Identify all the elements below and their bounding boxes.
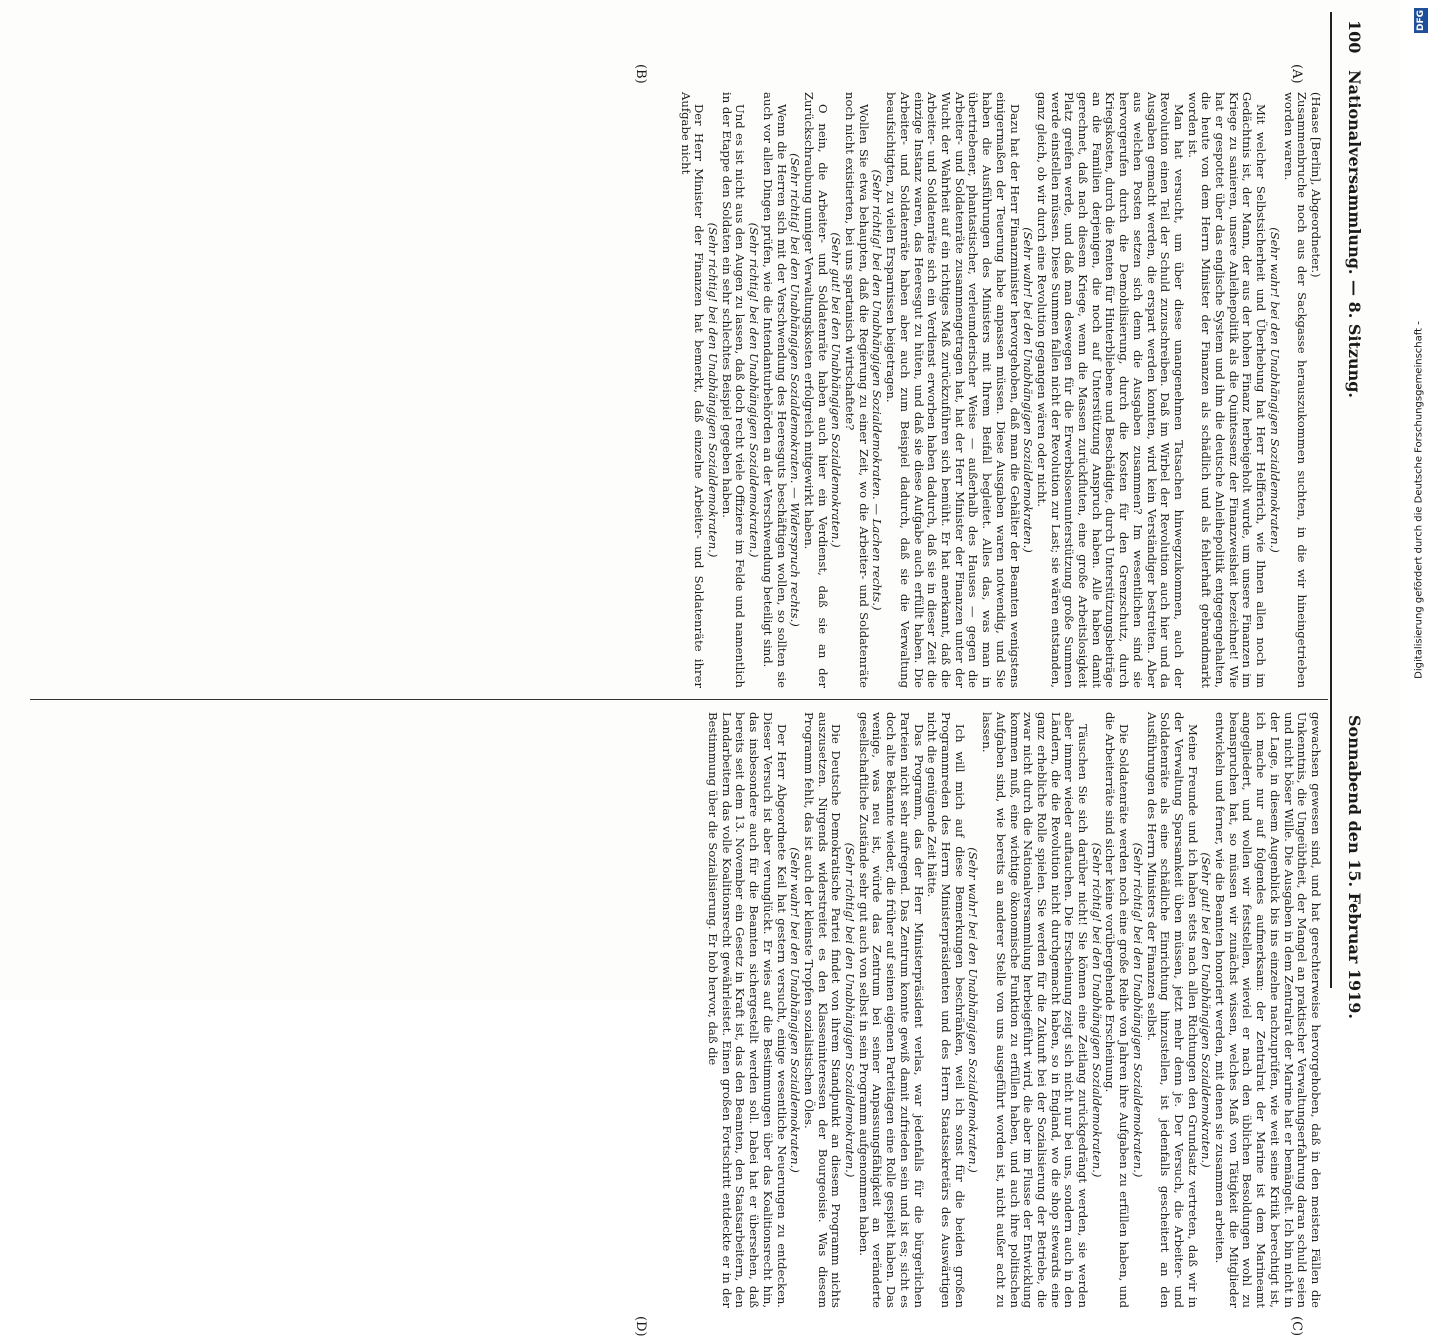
right-column [32,712,1322,1308]
interjection: (Sehr wahr! bei den Unabhängigen Sozialdemokraten.) [1267,227,1282,553]
interjection: (Sehr wahr! bei den Unabhängigen Sozialdemokraten.) [788,847,803,1173]
speaker-attribution: (Haase [Berlin], Abgeordneter.) [1309,92,1323,278]
header-rule [1330,12,1332,988]
digitization-credit [1408,14,1430,986]
margin-marker-b: (B) [633,64,648,84]
header-left-title: Nationalversammlung. — 8. Sitzung. [1345,70,1364,398]
dfg-logo-icon: DFG [1416,10,1426,32]
paragraph: Und es ist nicht aus den Augen zu lassen, daß doch recht viele Offiziere im Felde und namentlich in der Etappe den Soldaten ein sehr schlechtes Beispiel gegeben haben. [719,92,748,688]
interjection: (Sehr richtig! bei den Unabhängigen Sozialdemokraten.) [706,222,721,558]
paragraph: gewachsen gewesen sind, und hat gerechterweise hervorgehoben, daß in den meisten Fällen die Unkenntnis, die Ungeübtheit, der Mangel an praktischer Verwaltungserfahrung daran schuld seien und nicht böser Wille. Die Ausgaben in dem Zentralrat der Marine hat er bemängelt. Ich bin nicht in der Lage, in diesem Augenblick bis ins einzelne nachzuprüfen, wie weit seine Kritik berechtigt ist, ich mache nur auf folgendes aufmerksam: der Zentralrat der Marine ist dem Marineamt angegliedert, und wollen wir feststellen, wieviel er nach den üblichen Besoldungen wohl zu beanspruchen hat, so müssen wir zunächst wissen, welches Maß von Tätigkeit die Mitglieder entwickeln und ferner, wie die Beamten honoriert werden, mit denen sie zusammen arbeiten. [1213,712,1323,1308]
column-divider [30,699,1328,700]
paragraph: Man hat versucht, um über diese unangenehmen Tatsachen hinwegzukommen, auch der Revolution einen Teil der Schuld zuzuschreiben. Daß im Wirbel der Revolution auch hier und da Ausgaben gemacht werden, die erspart werden konnten, wird kein Verständiger bestreiten. Aber aus welchen Posten setzen sich denn die Ausgaben zusammen? Im wesentlichen sind sie hervorgerufen durch die Demobilisierung, durch die Kosten für den Grenzschutz, durch Kriegskosten, durch die Renten für Hinterbliebene und Beschädigte, durch Unterstützungsbeiträge an die Familien derjenigen, die noch auf Unterstützung Anspruch haben. Alle haben damit gerechnet, daß nach diesem Kriege, wenn die Massen zurückfluten, eine große Arbeitslosigkeit Platz greifen werde, und daß man deswegen für die Erwerbslosenunterstützung große Summen werde einstellen müssen. Diese Summen fallen nicht der Revolution zur Last; sie wären entstanden, ganz gleich, ob wir durch eine Revolution gegangen wären oder nicht. [1034,92,1186,688]
paragraph: Wollen Sie etwa behaupten, daß die Regierung zu einer Zeit, wo die Arbeiter- und Soldatenräte noch nicht existierten, bei uns spartanisch wirtschaftete? [843,92,871,688]
interjection: (Sehr wahr! bei den Unabhängigen Sozialdemokraten.) [1021,227,1036,553]
interjection: (Sehr gut! bei den Unabhängigen Sozialdemokraten.) [829,232,844,548]
header-right-title: Sonnabend den 15. Februar 1919. [1345,715,1364,1019]
paragraph: Das Programm, das der Herr Ministerpräsident verlas, war jedenfalls für die bürgerlichen Parteien nicht sehr aufregend. Das Zentrum konnte gewiß damit zufrieden sein und ist es; sicht es doch alte Bekannte wieder, die früher auf seinen eigenen Parteitagen eine Rolle gespielt haben. Das wenige, was neu ist, würde das Zentrum bei seiner Anpassungsfähigkeit an veränderte gesellschaftliche Zustände sehr gut auch von selbst in sein Programm aufgenommen haben. [856,712,926,1308]
paragraph: Der Herr Minister der Finanzen hat bemerkt, daß einzelne Arbeiter- und Soldatenräte ihrer Aufgabe nicht [678,92,707,688]
interjection: (Sehr richtig! bei den Unabhängigen Sozialdemokraten. — Widerspruch rechts.) [788,153,803,627]
paragraph: Täuschen Sie sich darüber nicht! Sie können eine Zeitlang zurückgedrängt werden, sie werden aber immer wieder auftauchen. Die Erscheinung zeigt sich nicht nur bei uns, sondern auch in den Ländern, die die Revolution nicht durchgemacht haben, so in England, wo die shop stewards eine ganz erhebliche Rolle spielen. Sie werden für die Zukunft bei der Sozialisierung der Betriebe, die zwar nicht durch die Nationalversammlung herbeigeführt wird, die aber im Flusse der Entwicklung kommen muß, eine wichtige ökonomische Funktion zu erfüllen haben, und auch ihre politischen Aufgaben sind, wie bereits an anderer Stelle von uns ausgeführt worden ist, nicht außer acht zu lassen. [980,712,1091,1308]
paragraph: Dazu hat der Herr Finanzminister hervorgehoben, daß man die Gehälter der Beamten wenigstens einigermaßen der Teuerung habe anpassen müssen. Diese Ausgaben waren notwendig, und Sie haben die Ausführungen des Ministers mit Ihrem Beifall begleitet. Alles das, was man in übertriebener, phantastischer, verleumderischer Weise — außerhalb des Hauses — gegen die Arbeiter- und Soldatenräte zusammengetragen hat, hat der Herr Minister der Finanzen unter der Wucht der Wahrheit auf ein richtiges Maß zurückzuführen sich bemüht. Er hat anerkannt, daß die Arbeiter- und Soldatenräte sich ein Verdienst erworben haben dadurch, daß sie in dieser Zeit die einzige Instanz waren, das Heeresgut zu hüten, und daß sie diese Aufgabe auch erfüllt haben. Die Arbeiter- und Soldatenräte haben aber auch zum Beispiel dadurch, daß sie die Verwaltung beaufsichtigten, zu vielen Ersparnissen beigetragen. [884,92,1022,688]
credit-text: Digitalisierung gefördert durch die Deutsche Forschungsgemeinschaft - [1413,321,1425,679]
interjection: (Sehr gut! bei den Unabhängigen Sozialdemokraten.) [1199,852,1214,1168]
interjection: (Sehr richtig! bei den Unabhängigen Sozialdemokraten. — Lachen rechts.) [870,169,885,611]
paragraph: Die Soldatenräte werden noch eine große Reihe von Jahren ihre Aufgaben zu erfüllen haben, und die Arbeiterräte sind sicher keine vorübergehende Erscheinung. [1103,712,1132,1308]
margin-marker-a: (A) [1289,64,1304,84]
left-column [32,92,1322,688]
paragraph: Zusammenbruche noch aus der Sackgasse herauszukommen suchten, in die wir hineingetrieben worden waren. [1281,92,1310,688]
interjection: (Sehr wahr! bei den Unabhängigen Sozialdemokraten.) [966,847,981,1173]
margin-marker-d: (D) [633,1316,648,1337]
interjection: (Sehr richtig! bei den Unabhängigen Sozialdemokraten.) [1130,842,1145,1178]
paragraph: Ich will mich auf diese Bemerkungen beschränken, weil ich sonst für die beiden großen Programmreden des Herrn Ministerpräsidenten und des Herrn Staatssekretärs des Auswärtigen nicht die genügende Zeit hätte. [925,712,967,1308]
paragraph: Der Herr Abgeordnete Keil hat gestern versucht, einige wesentliche Neuerungen zu entdecken. Dieser Versuch ist aber verunglückt. Er wies auf die Bestimmungen über das Koalitionsrecht hin, das insbesondere auch für die Beamten sichergestellt werden soll. Dabei hat er übersehen, daß bereits seit dem 13. November ein Gesetz in Kraft ist, das den Beamten, den Staatsarbeitern, den Landarbeitern das volle Koalitionsrecht gewährleistet. Einen großen Fortschritt entdeckte er in der Bestimmung über die Sozialisierung. Er hob hervor, daß die [706,712,789,1308]
paragraph: Die Deutsche Demokratische Partei findet von ihrem Standpunkt an diesem Programm nichts auszusetzen. Nirgends widerstreitet es den Klasseninteressen der Bourgeoisie. Was diesem Programm fehlt, das ist auch der kleinste Tropfen sozialistischen Öles. [801,712,844,1308]
interjection: (Sehr richtig! bei den Unabhängigen Sozialdemokraten.) [747,222,762,558]
paragraph: Wenn die Herren sich mit der Verschwendung des Heeresguts beschäftigen wollen, so sollten sie auch vor allen Dingen prüfen, wie die Intendanturbehörden an der Verschwendung beteiligt sind. [760,92,789,688]
paragraph: O nein, die Arbeiter- und Soldatenräte haben auch hier ein Verdienst, daß sie an der Zurückschraubung unniger Verwaltungskosten erfolgreich mitgewirkt haben. [801,92,830,688]
paragraph: Meine Freunde und ich haben stets nach allen Richtungen den Grundsatz vertreten, daß wir in der Verwaltung Sparsamkeit üben müssen, jetzt mehr denn je. Der Versuch, die Arbeiter- und Soldatenräte als eine schädliche Einrichtung hinzustellen, ist jedenfalls gescheitert an den Ausführungen des Herrn Ministers der Finanzen selbst. [1144,712,1200,1308]
interjection: (Sehr richtig! bei den Unabhängigen Sozialdemokraten.) [1089,842,1104,1178]
interjection: (Sehr richtig! bei den Unabhängigen Sozialdemokraten.) [843,842,858,1178]
margin-marker-c: (C) [1289,1316,1304,1337]
paragraph: Mit welcher Selbstsicherheit und Überhebung hat Herr Helfferich, wie Ihnen allen noch im Gedächtnis ist, der Mann, der aus der hohen Finanz herbeigeholt wurde, um unsere Finanzen im Kriege zu sanieren, unsere Anleihepolitik als die Quintessenz der Finanzweisheit bezeichnet! Wie hat er gespottet über das englische System und ihm die deutsche Anleihepolitik entgegengehalten, die heute von dem Herrn Minister der Finanzen als schädlich und als fehlerhaft gebrandmarkt worden ist. [1185,92,1269,688]
page-number: 100 [1345,20,1364,54]
